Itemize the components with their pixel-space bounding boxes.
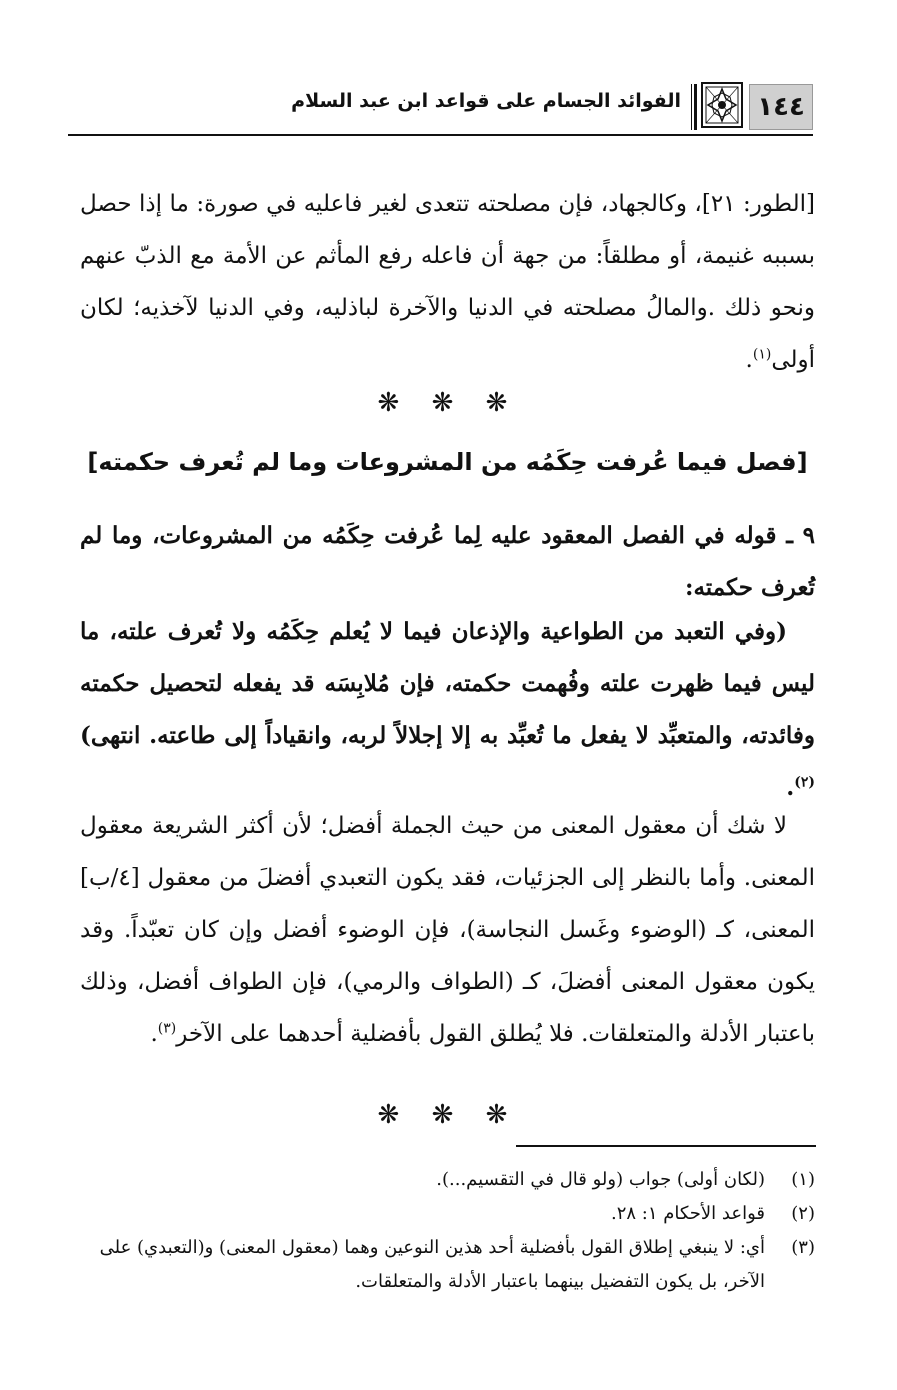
header-divider [694,84,697,130]
paragraph: ٩ ـ قوله في الفصل المعقود عليه لِما عُرفت حِكَمُه من المشروعات، وما لم تُعرف حكمته: [80,522,815,601]
footnote-ref[interactable]: (٢) [794,774,815,791]
footnotes [80,1163,815,1299]
footnote-number: (٣) [791,1237,815,1258]
footnote-text: أي: لا ينبغي إطلاق القول بأفضلية أحد هذين النوعين وهما (معقول المعنى) و(التعبدي) على الآخر، بل يكون التفضيل بينهما باعتبار الأدلة والمتعلقات. [99,1237,765,1292]
paragraph-end: . [745,347,753,373]
quotation-text: (وفي التعبد من الطواعية والإذعان فيما لا يُعلم حِكَمُه ولا تُعرف علته، ما ليس فيما ظهرت علته وفُهمت حكمته، فإن مُلابِسَه قد يفعله لتحصيل حكمته وفائدته، والمتعبِّد لا يفعل ما تُعبِّد به إلا إجلالاً لربه، وانقياداً إلى طاعته. انتهى) [80,618,815,749]
paragraph-end: . [150,1021,158,1047]
header-rule [68,134,813,136]
paragraph [80,800,815,1060]
page-header [68,78,813,136]
paragraph-end: . [786,774,795,801]
paragraph [80,178,815,386]
geometric-rosette-icon [701,82,743,128]
footnote-text: قواعد الأحكام ١: ٢٨. [610,1203,765,1224]
footnote [80,1231,815,1299]
footnote-ref[interactable]: (١) [752,346,772,363]
footnote-rule [516,1145,816,1147]
footnote [80,1197,815,1231]
section-heading: [فصل فيما عُرفت حِكَمُه من المشروعات وما لم تُعرف حكمته] [87,448,808,476]
flower-asterisk-icon: ❋ ❋ ❋ [377,1100,520,1130]
quotation [80,606,815,814]
footnote-ref[interactable]: (٣) [157,1020,177,1037]
running-title: الفوائد الجسام على قواعد ابن عبد السلام [291,90,681,112]
footnote [80,1163,815,1197]
header-divider [691,84,692,130]
paragraph-text: [الطور: ٢١]، وكالجهاد، فإن مصلحته تتعدى لغير فاعليه في صورة: ما إذا حصل بسببه غنيمة، أو مطلقاً: من جهة أن فاعله رفع المأثم عن الأمة مع الذبّ عنهم ونحو ذلك .والمالُ مصلحته في الدنيا والآخرة لباذليه، وفي الدنيا لآخذيه؛ لكان أولى [80,191,815,373]
flower-asterisk-icon: ❋ ❋ ❋ [377,388,520,418]
paragraph-text: لا شك أن معقول المعنى من حيث الجملة أفضل؛ لأن أكثر الشريعة معقول المعنى. وأما بالنظر إلى الجزئيات، فقد يكون التعبدي أفضلَ من معقول [٤/ب] المعنى، كـ (الوضوء وغَسل النجاسة)، فإن الوضوء أفضل وإن كان تعبّداً. وقد يكون معقول المعنى أفضلَ، كـ (الطواف والرمي)، فإن الطواف أفضل، وذلك باعتبار الأدلة والمتعلقات. فلا يُطلق القول بأفضلية أحدهما على الآخر [80,813,815,1047]
footnote-number: (٢) [791,1203,815,1224]
page-number: ١٤٤ [749,84,813,130]
footnote-number: (١) [791,1169,815,1190]
footnote-text: (لكان أولى) جواب (ولو قال في التقسيم...). [436,1169,765,1190]
